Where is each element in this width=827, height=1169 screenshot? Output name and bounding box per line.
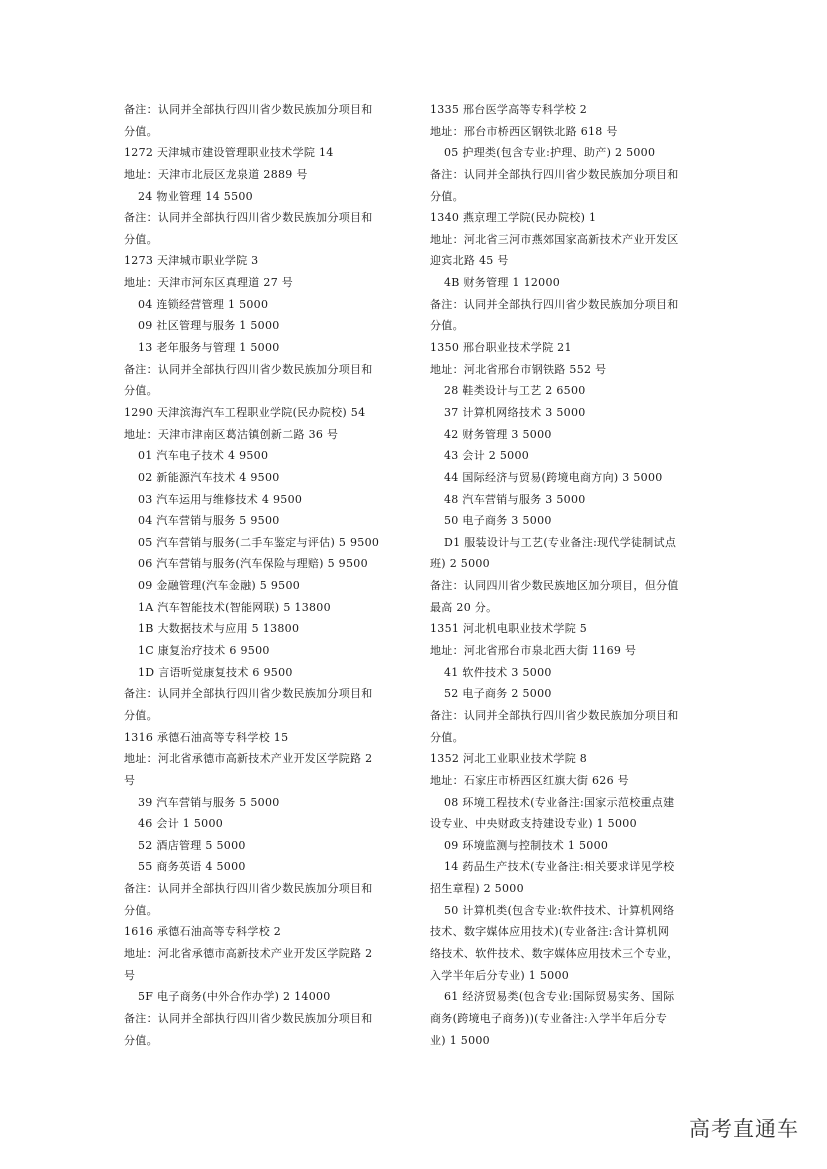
text-line: 地址：邢台市桥西区钢铁北路 618 号 <box>430 124 618 138</box>
text-line: 最高 20 分。 <box>430 600 498 614</box>
text-line: 备注：认同并全部执行四川省少数民族加分项目和 <box>430 167 679 181</box>
text-line: 01 汽车电子技术 4 9500 <box>138 449 269 463</box>
text-line: 班) 2 5000 <box>430 557 490 571</box>
text-line: 13 老年服务与管理 1 5000 <box>138 341 280 355</box>
text-line: 1272 天津城市建设管理职业技术学院 14 <box>124 146 334 160</box>
text-line: 业) 1 5000 <box>430 1033 490 1047</box>
text-line: 05 汽车营销与服务(二手车鉴定与评估) 5 9500 <box>138 535 380 549</box>
text-line: 09 金融管理(汽车金融) 5 9500 <box>138 579 301 593</box>
text-line: 分值。 <box>124 232 158 246</box>
text-line: 备注：认同并全部执行四川省少数民族加分项目和 <box>124 211 373 225</box>
text-line: 1351 河北机电职业技术学院 5 <box>430 622 588 636</box>
text-line: 1616 承德石油高等专科学校 2 <box>124 925 282 939</box>
text-line: 1350 邢台职业技术学院 21 <box>430 341 572 355</box>
text-line: 地址：河北省承德市高新技术产业开发区学院路 2 <box>124 752 373 766</box>
text-line: 分值。 <box>124 384 158 398</box>
text-line: 06 汽车营销与服务(汽车保险与理赔) 5 9500 <box>138 557 368 571</box>
text-line: 地址：河北省邢台市钢铁路 552 号 <box>430 362 607 376</box>
text-line: 分值。 <box>430 189 464 203</box>
text-line: 分值。 <box>430 730 464 744</box>
text-line: 地址：河北省承德市高新技术产业开发区学院路 2 <box>124 946 373 960</box>
text-line: 分值。 <box>124 1033 158 1047</box>
text-line: 09 环境监测与控制技术 1 5000 <box>444 838 609 852</box>
text-line: 24 物业管理 14 5500 <box>138 189 253 203</box>
text-line: 1352 河北工业职业技术学院 8 <box>430 752 588 766</box>
text-line: 备注：认同四川省少数民族地区加分项目，但分值 <box>430 579 679 593</box>
text-line: 50 计算机类(包含专业:软件技术、计算机网络 <box>444 903 675 917</box>
text-line: 号 <box>124 773 136 787</box>
text-line: 备注：认同并全部执行四川省少数民族加分项目和 <box>124 362 373 376</box>
text-line: 52 酒店管理 5 5000 <box>138 838 246 852</box>
text-line: 03 汽车运用与维修技术 4 9500 <box>138 492 303 506</box>
text-line: 地址：河北省三河市燕郊国家高新技术产业开发区 <box>430 232 679 246</box>
text-line: 备注：认同并全部执行四川省少数民族加分项目和 <box>124 687 373 701</box>
text-line: 43 会计 2 5000 <box>444 449 530 463</box>
text-line: 42 财务管理 3 5000 <box>444 427 552 441</box>
text-line: 地址：河北省邢台市泉北西大街 1169 号 <box>430 644 637 658</box>
text-line: 48 汽车营销与服务 3 5000 <box>444 492 586 506</box>
text-line: 分值。 <box>124 124 158 138</box>
text-line: 备注：认同并全部执行四川省少数民族加分项目和 <box>124 1011 373 1025</box>
watermark-logo: 高考直通车 <box>689 1117 799 1141</box>
text-line: 分值。 <box>124 903 158 917</box>
text-line: D1 服装设计与工艺(专业备注:现代学徒制试点 <box>444 535 677 549</box>
text-line: 备注：认同并全部执行四川省少数民族加分项目和 <box>124 882 373 896</box>
right-column <box>430 99 720 1051</box>
text-line: 61 经济贸易类(包含专业:国际贸易实务、国际 <box>444 990 675 1004</box>
text-line: 5F 电子商务(中外合作办学) 2 14000 <box>138 990 331 1004</box>
text-line: 备注：认同并全部执行四川省少数民族加分项目和 <box>124 103 373 116</box>
text-line: 备注：认同并全部执行四川省少数民族加分项目和 <box>430 297 679 311</box>
text-line: 1A 汽车智能技术(智能网联) 5 13800 <box>138 600 331 614</box>
text-line: 招生章程) 2 5000 <box>430 882 524 896</box>
text-line: 备注：认同并全部执行四川省少数民族加分项目和 <box>430 708 679 722</box>
text-line: 1B 大数据技术与应用 5 13800 <box>138 622 300 636</box>
text-line: 号 <box>124 968 136 982</box>
text-line: 络技术、软件技术、数字媒体应用技术三个专业， <box>430 946 679 960</box>
text-line: 1340 燕京理工学院(民办院校) 1 <box>430 211 597 225</box>
text-line: 地址：石家庄市桥西区红旗大街 626 号 <box>430 773 629 787</box>
text-line: 4B 财务管理 1 12000 <box>444 276 561 290</box>
text-line: 04 汽车营销与服务 5 9500 <box>138 514 280 528</box>
text-line: 分值。 <box>124 708 158 722</box>
text-line: 55 商务英语 4 5000 <box>138 860 246 874</box>
left-column <box>124 99 414 1051</box>
text-line: 1D 言语听觉康复技术 6 9500 <box>138 665 293 679</box>
text-line: 1290 天津滨海汽车工程职业学院(民办院校) 54 <box>124 405 366 419</box>
text-line: 1335 邢台医学高等专科学校 2 <box>430 103 588 116</box>
text-line: 50 电子商务 3 5000 <box>444 514 552 528</box>
text-line: 09 社区管理与服务 1 5000 <box>138 319 280 333</box>
text-line: 39 汽车营销与服务 5 5000 <box>138 795 280 809</box>
text-line: 04 连锁经营管理 1 5000 <box>138 297 269 311</box>
text-line: 1C 康复治疗技术 6 9500 <box>138 644 270 658</box>
text-line: 商务(跨境电子商务))(专业备注:入学半年后分专 <box>430 1011 668 1025</box>
text-line: 设专业、中央财政支持建设专业) 1 5000 <box>430 817 637 831</box>
text-line: 地址：天津市北辰区龙泉道 2889 号 <box>124 167 308 181</box>
text-line: 41 软件技术 3 5000 <box>444 665 552 679</box>
text-line: 迎宾北路 45 号 <box>430 254 509 268</box>
text-line: 地址：天津市津南区葛沽镇创新二路 36 号 <box>124 427 339 441</box>
text-line: 1273 天津城市职业学院 3 <box>124 254 259 268</box>
text-line: 08 环境工程技术(专业备注:国家示范校重点建 <box>444 795 675 809</box>
text-line: 28 鞋类设计与工艺 2 6500 <box>444 384 586 398</box>
text-line: 技术、数字媒体应用技术)(专业备注:含计算机网 <box>430 925 670 939</box>
text-line: 44 国际经济与贸易(跨境电商方向) 3 5000 <box>444 470 663 484</box>
text-line: 02 新能源汽车技术 4 9500 <box>138 470 280 484</box>
text-line: 14 药品生产技术(专业备注:相关要求详见学校 <box>444 860 675 874</box>
text-line: 05 护理类(包含专业:护理、助产) 2 5000 <box>444 146 656 160</box>
text-line: 52 电子商务 2 5000 <box>444 687 552 701</box>
text-line: 1316 承德石油高等专科学校 15 <box>124 730 289 744</box>
text-line: 46 会计 1 5000 <box>138 817 224 831</box>
text-line: 入学半年后分专业) 1 5000 <box>430 968 570 982</box>
text-line: 37 计算机网络技术 3 5000 <box>444 405 586 419</box>
text-line: 地址：天津市河东区真理道 27 号 <box>124 276 294 290</box>
text-line: 分值。 <box>430 319 464 333</box>
